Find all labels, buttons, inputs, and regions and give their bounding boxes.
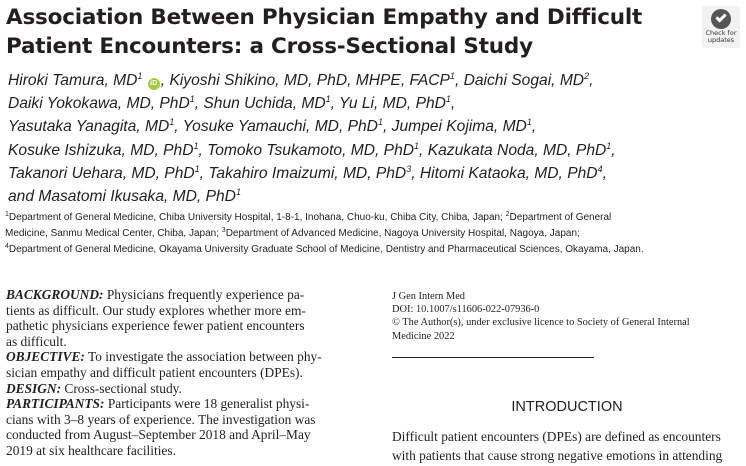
author-name[interactable]: Jumpei Kojima, MD [391,118,527,136]
affiliation-line [5,210,743,226]
author-separator: , [199,164,209,182]
author-affiliation-ref: 1 [169,117,175,128]
affiliation-line [5,226,743,242]
affiliation-text: Department of General Medicine, Okayama University Graduate School of Medicine, Dentistry and Pharmaceutical Sciences, Okayama, Japan. [8,244,644,255]
affiliation-line [5,242,743,258]
author-line [8,115,728,138]
affiliation-text: Medicine, Sanmu Medical Center, Chiba, Japan; [5,228,222,239]
title-line-2: Patient Encounters: a Cross-Sectional Study [6,34,533,59]
author-name[interactable]: Kiyoshi Shikino, MD, PhD, MHPE, FACP [169,72,450,89]
abstract-line: conducted from August–September 2018 and April–May [6,427,311,443]
author-separator: , [531,118,537,136]
journal-name: J Gen Intern Med [392,291,466,302]
abstract-line: PARTICIPANTS: Participants were 18 generalist physi- [6,396,310,412]
abstract-line: sician empathy and difficult patient encounters (DPEs). [6,364,303,380]
paper-title [6,3,696,61]
author-line [8,92,728,115]
author-separator: , [198,141,208,159]
author-name[interactable]: Tomoko Tsukamoto, MD, PhD [207,141,415,159]
author-affiliation-ref: 1 [414,140,420,151]
abstract-line: cians with 3–8 years of experience. The investigation was [6,411,316,427]
author-separator: , [419,141,428,159]
author-line [8,185,728,208]
author-separator: , [194,95,204,113]
abstract-line: tients as difficult. Our study explores whether more em- [6,302,306,318]
abstract-line: OBJECTIVE: To investigate the association between phy- [6,349,322,365]
author-affiliation-ref: 2 [584,71,590,81]
author-line [8,69,728,92]
introduction-line: with patients that cause strong negative emotions in attending [392,448,723,463]
orcid-icon[interactable]: iD [148,78,160,90]
affiliation-ref: 4 [5,243,9,250]
author-separator: , [602,164,607,182]
author-separator: , [160,72,170,89]
check-for-updates-badge[interactable] [702,6,740,48]
affiliation-ref: 3 [221,227,226,234]
participants-label: PARTICIPANTS: [6,396,105,412]
author-separator: , [611,141,616,159]
author-affiliation-ref: 1 [445,94,451,105]
affiliation-ref: 2 [505,211,510,218]
author-name[interactable]: Kosuke Ishizuka, MD, PhD [8,141,194,159]
abstract-line: as difficult. [6,333,67,349]
author-affiliation-ref: 1 [606,140,612,151]
author-affiliation-ref: 1 [189,94,195,105]
author-name[interactable]: Daiki Yokokawa, MD, PhD [8,95,190,113]
author-separator: , [411,164,420,182]
author-affiliation-ref: 1 [449,71,455,81]
author-name[interactable]: and Masatomi Ikusaka, MD, PhD [8,188,236,206]
author-affiliation-ref: 1 [377,117,383,128]
author-separator: , [330,95,340,113]
abstract-line: 2019 at six healthcare facilities. [6,442,176,458]
copyright-line: © The Author(s), under exclusive licence to Society of General Internal [392,317,690,329]
abstract-line: BACKGROUND: Physicians frequently experience pa- [6,287,305,302]
introduction-text [392,427,744,465]
author-name[interactable]: Daichi Sogai, MD [463,72,585,89]
affiliation-text: Department of General [509,212,612,223]
author-affiliation-ref: 1 [325,94,331,105]
check-for-updates-line-2: updates [707,36,735,44]
author-name[interactable]: Takanori Uehara, MD, PhD [8,164,195,182]
introduction-heading: INTRODUCTION [511,399,623,415]
author-name[interactable]: Kazukata Noda, MD, PhD [427,141,607,159]
author-affiliation-ref: 1 [137,71,143,81]
divider [392,357,594,358]
author-affiliation-ref: 1 [235,187,241,198]
author-affiliation-ref: 3 [406,163,412,174]
author-name[interactable]: Yosuke Yamauchi, MD, PhD [182,118,378,136]
affiliation-text: Department of General Medicine, Chiba University Hospital, 1-8-1, Inohana, Chuo-ku, Chiba City, Chiba, Japan; [8,212,506,223]
author-separator: , [589,72,594,89]
design-label: DESIGN: [6,380,62,396]
check-for-updates-line-1: Check for [705,29,737,37]
abstract [6,287,362,459]
author-name[interactable]: Yasutaka Yanagita, MD [8,118,170,136]
author-separator: , [450,95,456,113]
affiliations [5,210,743,258]
doi-link[interactable]: DOI: 10.1007/s11606-022-07936-0 [392,304,540,316]
author-separator: , [382,118,392,136]
author-name[interactable]: Hiroki Tamura, MD [8,72,138,89]
author-affiliation-ref: 1 [194,163,200,174]
introduction-line: Difficult patient encounters (DPEs) are defined as encounters [392,429,721,444]
check-for-updates-icon [711,9,731,29]
author-separator: , [454,72,464,89]
author-name[interactable]: Takahiro Imaizumi, MD, PhD [208,164,407,182]
author-affiliation-ref: 1 [526,117,532,128]
author-name[interactable]: Shun Uchida, MD [203,95,326,113]
copyright-line: Medicine 2022 [392,330,455,342]
author-name[interactable]: Yu Li, MD, PhD [339,95,446,113]
author-list [8,69,728,208]
author-affiliation-ref: 1 [193,140,199,151]
objective-label: OBJECTIVE: [6,349,85,365]
author-line [8,139,728,162]
abstract-line: DESIGN: Cross-sectional study. [6,380,182,396]
article-metadata [392,290,742,343]
affiliation-ref: 1 [5,211,9,218]
background-label: BACKGROUND: [6,287,104,302]
title-line-1: Association Between Physician Empathy and Difficult [6,5,643,30]
abstract-line: pathetic physicians experience fewer patient encounters [6,318,305,334]
author-separator: , [174,118,183,136]
author-line [8,162,728,185]
affiliation-text: Department of Advanced Medicine, Nagoya University Hospital, Nagoya, Japan; [225,228,580,239]
author-affiliation-ref: 4 [597,163,603,174]
author-name[interactable]: Hitomi Kataoka, MD, PhD [419,164,598,182]
